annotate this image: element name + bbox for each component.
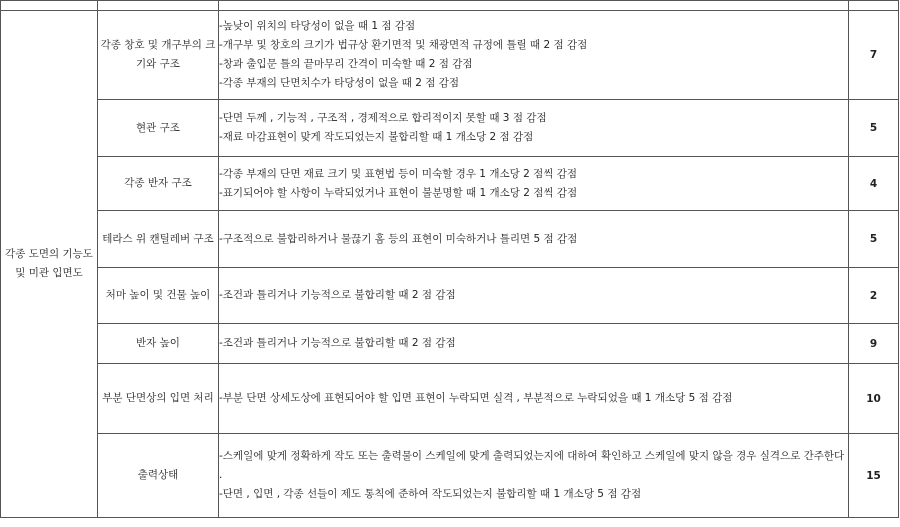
strip-cell [219, 1, 849, 11]
item-cell: 출력상태 [98, 434, 219, 518]
criteria-line: -표기되어야 할 사항이 누락되었거나 표현이 불분명할 때 1 개소당 2 점씩 감점 [219, 186, 578, 199]
score-cell: 15 [849, 434, 899, 518]
table-row [1, 434, 899, 518]
criteria-line: -각종 부재의 단면 재료 크기 및 표현법 등이 미숙할 경우 1 개소당 2 점씩 감점 [219, 167, 578, 180]
score-cell: 4 [849, 157, 899, 211]
score-cell: 10 [849, 364, 899, 434]
criteria-line: -조건과 틀리거나 기능적으로 불합리할 때 2 점 감점 [219, 289, 456, 301]
criteria-cell [219, 324, 849, 364]
table-row [1, 211, 899, 268]
item-cell: 처마 높이 및 건물 높이 [98, 268, 219, 324]
table-row [1, 100, 899, 157]
criteria-line: -각종 부재의 단면치수가 타당성이 없을 때 2 점 감점 [219, 77, 460, 89]
item-cell: 각종 반자 구조 [98, 157, 219, 211]
criteria-line: -창과 출입문 틀의 끝마무리 간격이 미숙할 때 2 점 감점 [219, 58, 473, 70]
table-row [1, 324, 899, 364]
item-cell: 테라스 위 캔틸레버 구조 [98, 211, 219, 268]
table-row [1, 157, 899, 211]
criteria-line: -단면 , 입면 , 각종 선들이 제도 통칙에 준하여 작도되었는지 불합리할 때 1 개소당 5 점 감점 [219, 488, 642, 500]
criteria-cell [219, 434, 849, 518]
item-cell: 부분 단면상의 입면 처리 [98, 364, 219, 434]
item-cell: 현관 구조 [98, 100, 219, 157]
criteria-cell [219, 100, 849, 157]
score-cell: 5 [849, 100, 899, 157]
criteria-line: -개구부 및 창호의 크기가 법규상 환기면적 및 채광면적 규정에 틀릴 때 2 점 감점 [219, 39, 588, 51]
criteria-line: -재료 마감표현이 맞게 작도되었는지 불합리할 때 1 개소당 2 점 감점 [219, 131, 534, 143]
strip-cell [98, 1, 219, 11]
strip-cell [1, 1, 98, 11]
criteria-cell [219, 211, 849, 268]
criteria-line: -단면 두께 , 기능적 , 구조적 , 경제적으로 합리적이지 못할 때 3 점 감점 [219, 112, 547, 124]
score-cell: 7 [849, 11, 899, 100]
strip-cell [849, 1, 899, 11]
category-cell: 각종 도면의 기능도 및 미관 입면도 [1, 11, 98, 518]
item-cell: 각종 창호 및 개구부의 크기와 구조 [98, 11, 219, 100]
table-row [1, 268, 899, 324]
criteria-line: -스케일에 맞게 정확하게 작도 또는 출력물이 스케일에 맞게 출력되었는지에 대하여 확인하고 스케일에 맞지 않을 경우 실격으로 간주한다 . [219, 450, 845, 481]
score-cell: 9 [849, 324, 899, 364]
criteria-line: -부분 단면 상세도상에 표현되어야 할 입면 표현이 누락되면 실격 , 부분적으로 누락되었을 때 1 개소당 5 점 감점 [219, 392, 733, 404]
table-row [1, 364, 899, 434]
criteria-line: -높낮이 위치의 타당성이 없을 때 1 점 감점 [219, 20, 416, 32]
criteria-cell [219, 157, 849, 211]
table-row [1, 11, 899, 100]
criteria-line: -구조적으로 불합리하거나 물끊기 홈 등의 표현이 미숙하거나 틀리면 5 점 감점 [219, 232, 578, 245]
criteria-cell [219, 268, 849, 324]
score-cell: 5 [849, 211, 899, 268]
score-cell: 2 [849, 268, 899, 324]
criteria-cell [219, 11, 849, 100]
criteria-line: -조건과 틀리거나 기능적으로 불합리할 때 2 점 감점 [219, 337, 456, 349]
item-cell: 반자 높이 [98, 324, 219, 364]
criteria-cell [219, 364, 849, 434]
table-top-strip [1, 1, 899, 11]
